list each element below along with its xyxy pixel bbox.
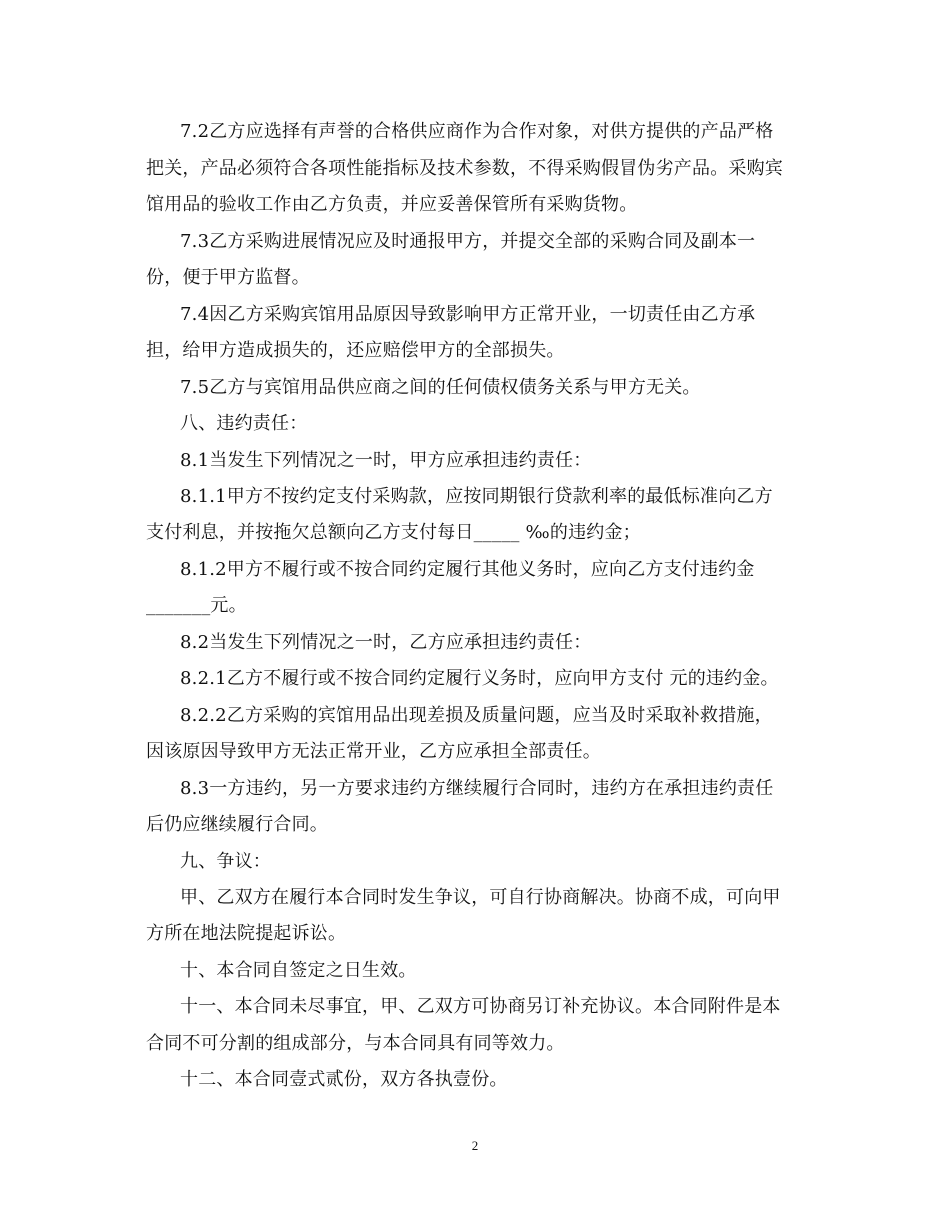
text-line: 8.1.2甲方不履行或不按合同约定履行其他义务时，应向乙方支付违约金 (180, 559, 755, 580)
text-line: 7.3乙方采购进展情况应及时通报甲方，并提交全部的采购合同及副本一 (180, 231, 756, 252)
text-line: 方所在地法院提起诉讼。 (146, 923, 347, 944)
text-line: 8.1.1甲方不按约定支付采购款，应按同期银行贷款利率的最低标准向乙方 (180, 486, 773, 507)
text-line: 8.2.2乙方采购的宾馆用品出现差损及质量问题，应当及时采取补救措施， (180, 705, 773, 726)
text-line: 担，给甲方造成损失的，还应赔偿甲方的全部损失。 (146, 340, 565, 361)
text-line: _______元。 (146, 595, 247, 616)
text-line: 7.2乙方应选择有声誉的合格供应商作为合作对象，对供方提供的产品严格 (180, 121, 774, 142)
text-line: 甲、乙双方在履行本合同时发生争议，可自行协商解决。协商不成，可向甲 (180, 887, 781, 908)
text-line: 份，便于甲方监督。 (146, 267, 310, 288)
text-line: 馆用品的验收工作由乙方负责，并应妥善保管所有采购货物。 (146, 194, 638, 215)
text-line: 8.1当发生下列情况之一时，甲方应承担违约责任： (180, 450, 592, 471)
text-line: 7.5乙方与宾馆用品供应商之间的任何债权债务关系与甲方无关。 (180, 377, 701, 398)
text-line: 支付利息，并按拖欠总额向乙方支付每日_____ ‰的违约金； (146, 522, 641, 543)
text-line: 8.3一方违约，另一方要求违约方继续履行合同时，违约方在承担违约责任 (180, 778, 774, 799)
text-line: 8.2当发生下列情况之一时，乙方应承担违约责任： (180, 632, 592, 653)
text-line: 因该原因导致甲方无法正常开业，乙方应承担全部责任。 (146, 741, 601, 762)
text-line: 后仍应继续履行合同。 (146, 814, 328, 835)
text-line: 8.2.1乙方不履行或不按合同约定履行义务时，应向甲方支付 元的违约金。 (180, 668, 779, 689)
section-heading: 八、违约责任： (180, 413, 308, 434)
text-line: 7.4因乙方采购宾馆用品原因导致影响甲方正常开业，一切责任由乙方承 (180, 304, 756, 325)
text-line: 合同不可分割的组成部分，与本合同具有同等效力。 (146, 1033, 565, 1054)
page-number: 2 (471, 1138, 479, 1153)
section-heading: 十、本合同自签定之日生效。 (180, 960, 417, 981)
section-heading: 十二、本合同壹式贰份，双方各执壹份。 (180, 1069, 508, 1090)
text-line: 十一、本合同未尽事宜，甲、乙双方可协商另订补充协议。本合同附件是本 (180, 996, 781, 1017)
section-heading: 九、争议： (180, 851, 271, 872)
text-line: 把关，产品必须符合各项性能指标及技术参数，不得采购假冒伪劣产品。采购宾 (146, 158, 783, 179)
